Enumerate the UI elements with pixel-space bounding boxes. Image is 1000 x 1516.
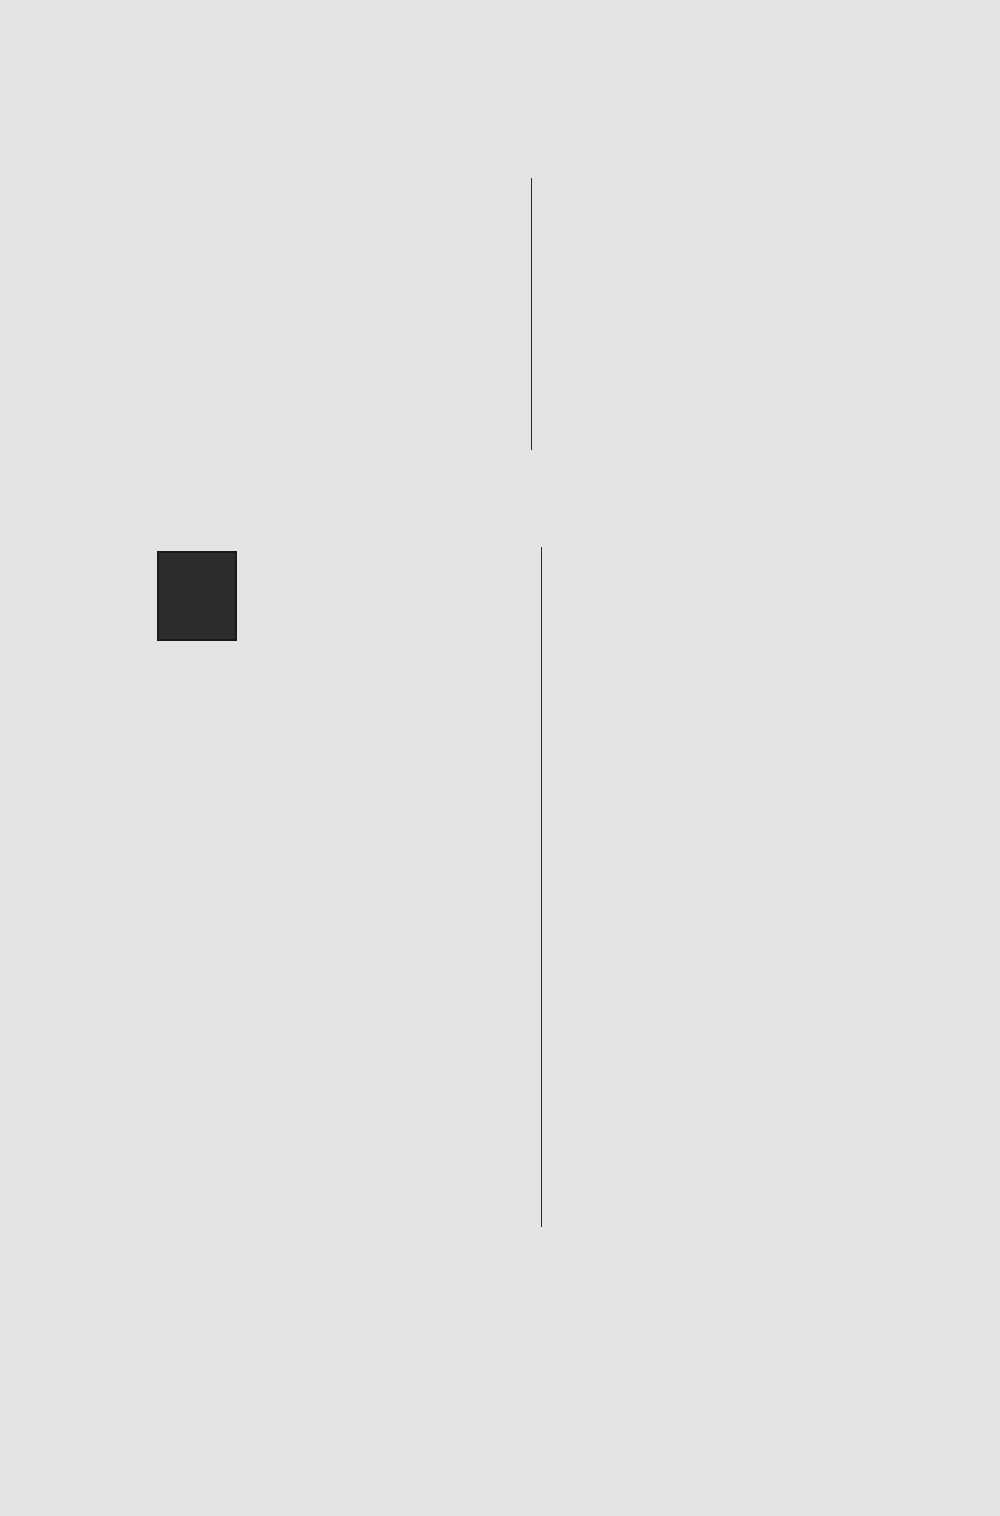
decorated-initial xyxy=(157,551,237,641)
column-divider-bottom xyxy=(541,547,542,1227)
column-divider-top xyxy=(531,178,532,450)
